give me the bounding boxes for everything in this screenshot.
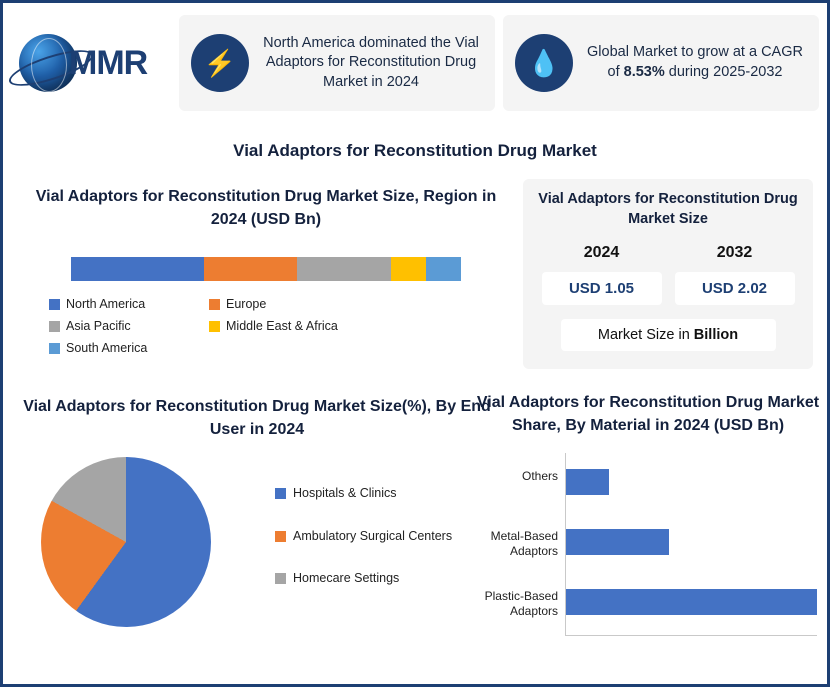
region-segment-middle-east-africa bbox=[391, 257, 426, 281]
header-card-cagr bbox=[503, 15, 819, 111]
market-size-value-2024: USD 1.05 bbox=[542, 272, 662, 305]
legend-item-north-america bbox=[49, 297, 209, 311]
material-chart bbox=[473, 391, 823, 636]
legend-swatch bbox=[275, 531, 286, 542]
legend-swatch bbox=[49, 343, 60, 354]
region-stacked-bar bbox=[71, 257, 461, 281]
market-size-title: Vial Adaptors for Reconstitution Drug Market Size bbox=[538, 191, 798, 228]
legend-item-europe bbox=[209, 297, 369, 311]
material-bar-fill bbox=[566, 529, 669, 555]
legend-swatch bbox=[275, 573, 286, 584]
material-bar-plastic-based bbox=[484, 589, 817, 619]
legend-item-middle-east-africa bbox=[209, 319, 369, 333]
legend-swatch bbox=[275, 488, 286, 499]
cagr-text-before: Global Market to grow at a CAGR of bbox=[587, 44, 803, 80]
market-size-year-2032: 2032 bbox=[716, 243, 753, 261]
header-card-region bbox=[179, 15, 495, 111]
end-user-pie-wrap bbox=[17, 457, 497, 637]
material-bar-label: Plastic-Based Adaptors bbox=[484, 589, 558, 619]
material-chart-title: Vial Adaptors for Reconstitution Drug Market Share, By Material in 2024 (USD Bn) bbox=[476, 394, 820, 435]
cagr-value: 8.53% bbox=[623, 64, 665, 80]
brand-name: MMR bbox=[69, 44, 148, 82]
region-segment-europe bbox=[204, 257, 298, 281]
header bbox=[3, 3, 827, 123]
market-size-year-2024: 2024 bbox=[583, 243, 620, 261]
legend-label: Ambulatory Surgical Centers bbox=[293, 528, 453, 543]
legend-swatch bbox=[209, 321, 220, 332]
water-drop-icon: 💧 bbox=[515, 34, 573, 92]
end-user-legend bbox=[275, 485, 495, 612]
region-legend bbox=[49, 297, 479, 363]
region-segment-south-america bbox=[426, 257, 461, 281]
legend-label: Middle East & Africa bbox=[226, 319, 338, 334]
material-bar-metal-based bbox=[490, 529, 669, 559]
market-size-panel bbox=[523, 179, 813, 369]
region-segment-north-america bbox=[71, 257, 204, 281]
region-chart-title: Vial Adaptors for Reconstitution Drug Market Size, Region in 2024 (USD Bn) bbox=[35, 188, 497, 229]
legend-item-asia-pacific bbox=[49, 319, 209, 333]
legend-label: Asia Pacific bbox=[66, 319, 131, 334]
market-size-unit-bold: Billion bbox=[693, 326, 739, 343]
legend-label: Europe bbox=[226, 297, 267, 312]
legend-item-hospitals-clinics bbox=[275, 485, 495, 501]
market-size-unit-prefix: Market Size in bbox=[597, 326, 694, 343]
material-bar-others bbox=[521, 469, 609, 495]
legend-label: South America bbox=[66, 341, 148, 356]
material-bar-label: Others bbox=[521, 469, 558, 484]
header-card-cagr-text bbox=[583, 43, 807, 82]
legend-swatch bbox=[49, 321, 60, 332]
legend-label: North America bbox=[66, 297, 146, 312]
material-bar-area bbox=[484, 453, 817, 636]
material-bar-fill bbox=[566, 589, 817, 615]
region-chart bbox=[21, 185, 511, 363]
brand-logo bbox=[11, 28, 171, 98]
cagr-text-after: during 2025-2032 bbox=[664, 64, 783, 80]
market-size-years bbox=[535, 244, 801, 262]
page-title: Vial Adaptors for Reconstitution Drug Market bbox=[233, 141, 597, 160]
end-user-chart bbox=[17, 395, 497, 637]
material-bar-fill bbox=[566, 469, 609, 495]
material-bar-label: Metal-Based Adaptors bbox=[490, 529, 558, 559]
region-segment-asia-pacific bbox=[297, 257, 391, 281]
header-card-region-text: North America dominated the Vial Adaptors for Reconstitution Drug Market in 2024 bbox=[263, 34, 479, 90]
legend-item-homecare-settings bbox=[275, 570, 495, 586]
end-user-pie bbox=[41, 457, 211, 627]
lightning-bolt-icon: ⚡ bbox=[191, 34, 249, 92]
legend-swatch bbox=[209, 299, 220, 310]
market-size-unit bbox=[561, 319, 776, 351]
end-user-chart-title: Vial Adaptors for Reconstitution Drug Market Size(%), By End User in 2024 bbox=[23, 398, 491, 439]
legend-item-ambulatory-surgical-centers bbox=[275, 528, 495, 544]
legend-item-south-america bbox=[49, 341, 209, 355]
market-size-values bbox=[535, 272, 801, 305]
legend-swatch bbox=[49, 299, 60, 310]
legend-label: Hospitals & Clinics bbox=[293, 486, 397, 501]
legend-label: Homecare Settings bbox=[293, 570, 400, 585]
market-size-value-2032: USD 2.02 bbox=[675, 272, 795, 305]
